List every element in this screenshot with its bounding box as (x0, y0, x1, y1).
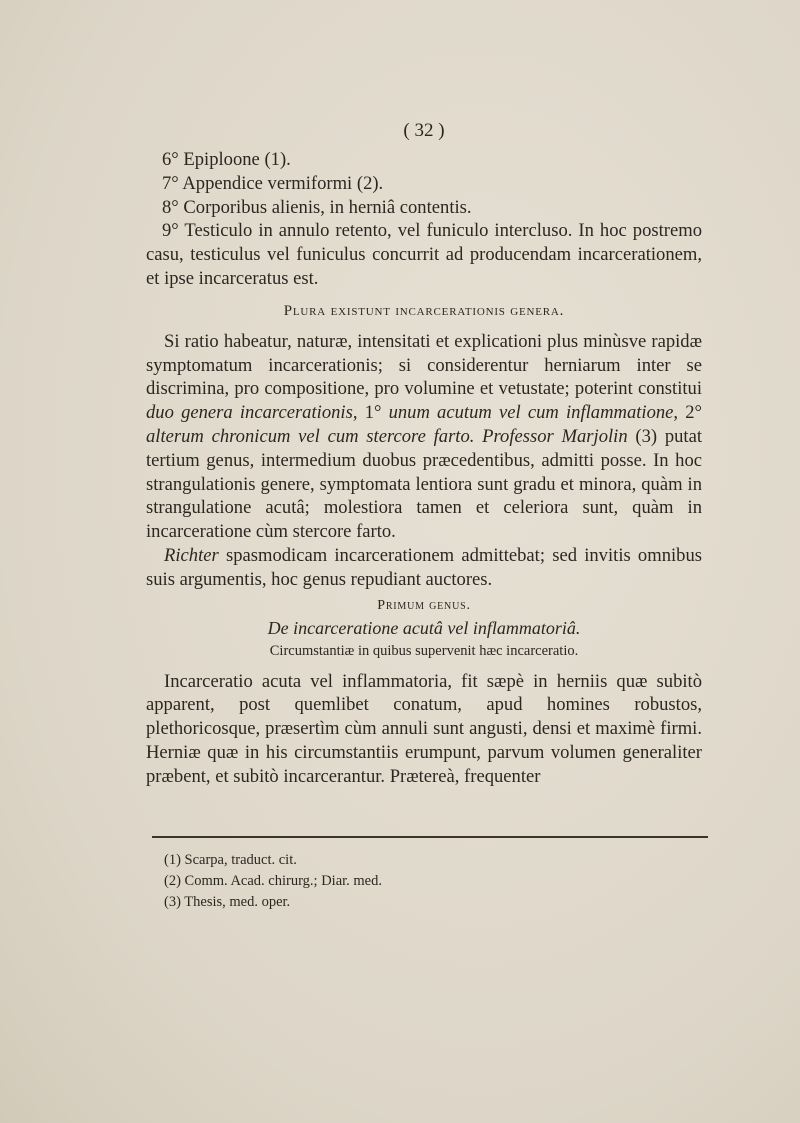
footnotes (164, 850, 664, 913)
para2-text: spasmodicam incarcerationem admittebat; sed invitis omnibus suis argumentis, hoc genus repudiant auctores. (146, 544, 702, 590)
para1-text-a: Si ratio habeatur, naturæ, intensitati et explicationi plus minùsve rapidæ symptomatum incarcerationis; si considerentur herniarum inter se discrimina, pro compositione, pro volumine et vetustate; poterint constitui (146, 330, 702, 400)
footnote-rule (152, 836, 708, 838)
para1-italic-f: alterum chronicum vel cum stercore farto. Professor Marjolin (146, 425, 628, 447)
paragraph-richter (146, 544, 702, 592)
list-item-7: 7° Appendice vermiformi (2). (162, 172, 384, 194)
page-number: ( 32 ) (403, 120, 445, 141)
paragraph-genera (146, 330, 702, 544)
para1-text-c: , 1° (352, 402, 389, 424)
para1-italic-b: duo genera incarcerationis (146, 402, 353, 424)
subsection-title: De incarceratione acutâ vel inflammatoriâ. (267, 617, 581, 638)
list-item-9 (146, 219, 702, 290)
section-heading: Plura existunt incarcerationis genera. (283, 302, 565, 319)
main-text (146, 120, 702, 789)
subsection-heading: Primum genus. (377, 597, 471, 613)
para1-text-e: , 2° (673, 402, 702, 424)
footnote-3: (3) Thesis, med. oper. (164, 894, 291, 910)
list-item-9-text: 9° Testiculo in annulo retento, vel funiculo intercluso. In hoc postremo casu, testiculus vel funiculus concurrit ad producendam incarcerationem, et ipse incarceratus est. (146, 220, 702, 289)
richter-name: Richter (164, 544, 219, 566)
list-item-6: 6° Epiploone (1). (162, 149, 291, 170)
paragraph-incarceratio: Incarceratio acuta vel inflammatoria, fit sæpè in herniis quæ subitò apparent, post quemlibet conatum, apud homines robustos, plethoricosque, præsertìm cùm annuli sunt angusti, densi et maximè firmi. Herniæ quæ in his circumstantiis erumpunt, parvum volumen generaliter præbent, et subitò incarcerantur. Prætereà, frequenter (146, 670, 702, 787)
para1-text-g: (3) putat tertium genus, intermedium duobus præcedentibus, admitti posse. In hoc strangulationis genere, symptomata lentiora sunt gradu et minora, quàm in strangulatione acutâ; molestiora tamen et celeriora sunt, quàm in incarceratione cùm stercore farto. (146, 425, 702, 543)
footnote-1: (1) Scarpa, traduct. cit. (164, 852, 297, 868)
list-item-8: 8° Corporibus alienis, in herniâ contentis. (162, 196, 472, 218)
para1-italic-d: unum acutum vel cum inflammatione (388, 402, 674, 424)
subsection-subtitle: Circumstantiæ in quibus supervenit hæc incarceratio. (269, 642, 579, 659)
footnote-2: (2) Comm. Acad. chirurg.; Diar. med. (164, 873, 382, 889)
